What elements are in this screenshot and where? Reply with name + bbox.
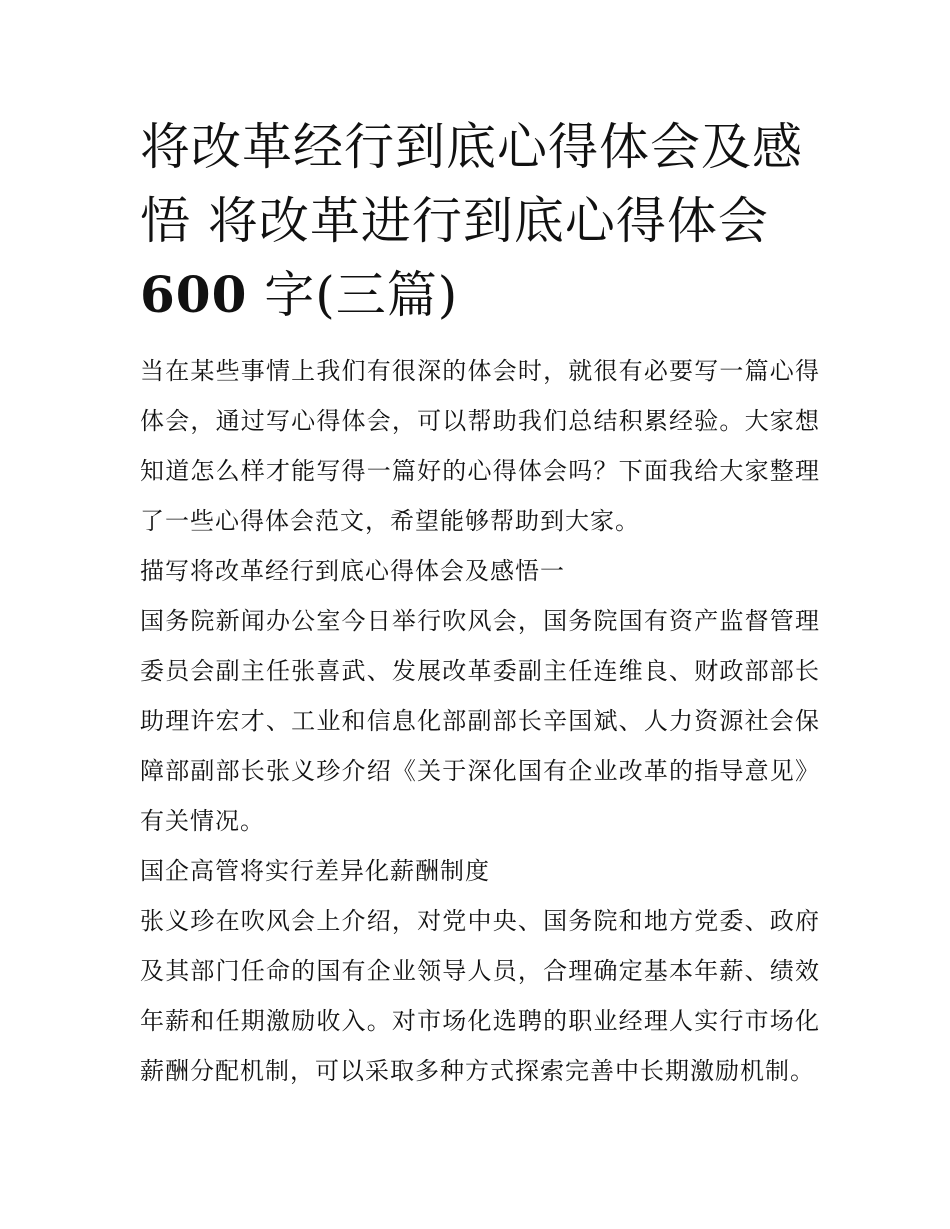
- title-number: 600: [140, 265, 248, 324]
- intro-paragraph: 当在某些事情上我们有很深的体会时，就很有必要写一篇心得体会，通过写心得体会，可以帮助我们总结积累经验。大家想知道怎么样才能写得一篇好的心得体会吗？下面我给大家整理了一些心得体会范文，希望能够帮助到大家。: [140, 357, 820, 535]
- body-paragraph-2: 张义珍在吹风会上介绍，对党中央、国务院和地方党委、政府及其部门任命的国有企业领导人员，合理确定基本年薪、绩效年薪和任期激励收入。对市场化选聘的职业经理人实行市场化薪酬分配机制，可以采取多种方式探索完善中长期激励机制。: [140, 907, 820, 1085]
- section-heading-1: 描写将改革经行到底心得体会及感悟一: [140, 557, 565, 585]
- title-line-2: 悟 将改革进行到底心得体会: [140, 192, 769, 250]
- document-title: [140, 110, 820, 332]
- document-content: [140, 110, 820, 1096]
- section-heading-2: 国企高管将实行差异化薪酬制度: [140, 857, 490, 885]
- title-line-1: 将改革经行到底心得体会及感: [140, 118, 803, 176]
- document-body: [140, 346, 820, 1096]
- body-paragraph-1: 国务院新闻办公室今日举行吹风会，国务院国有资产监督管理委员会副主任张喜武、发展改革委副主任连维良、财政部部长助理许宏才、工业和信息化部副部长辛国斌、人力资源社会保障部副部长张义珍介绍《关于深化国有企业改革的指导意见》有关情况。: [140, 607, 820, 835]
- title-suffix: 字(三篇): [247, 266, 459, 324]
